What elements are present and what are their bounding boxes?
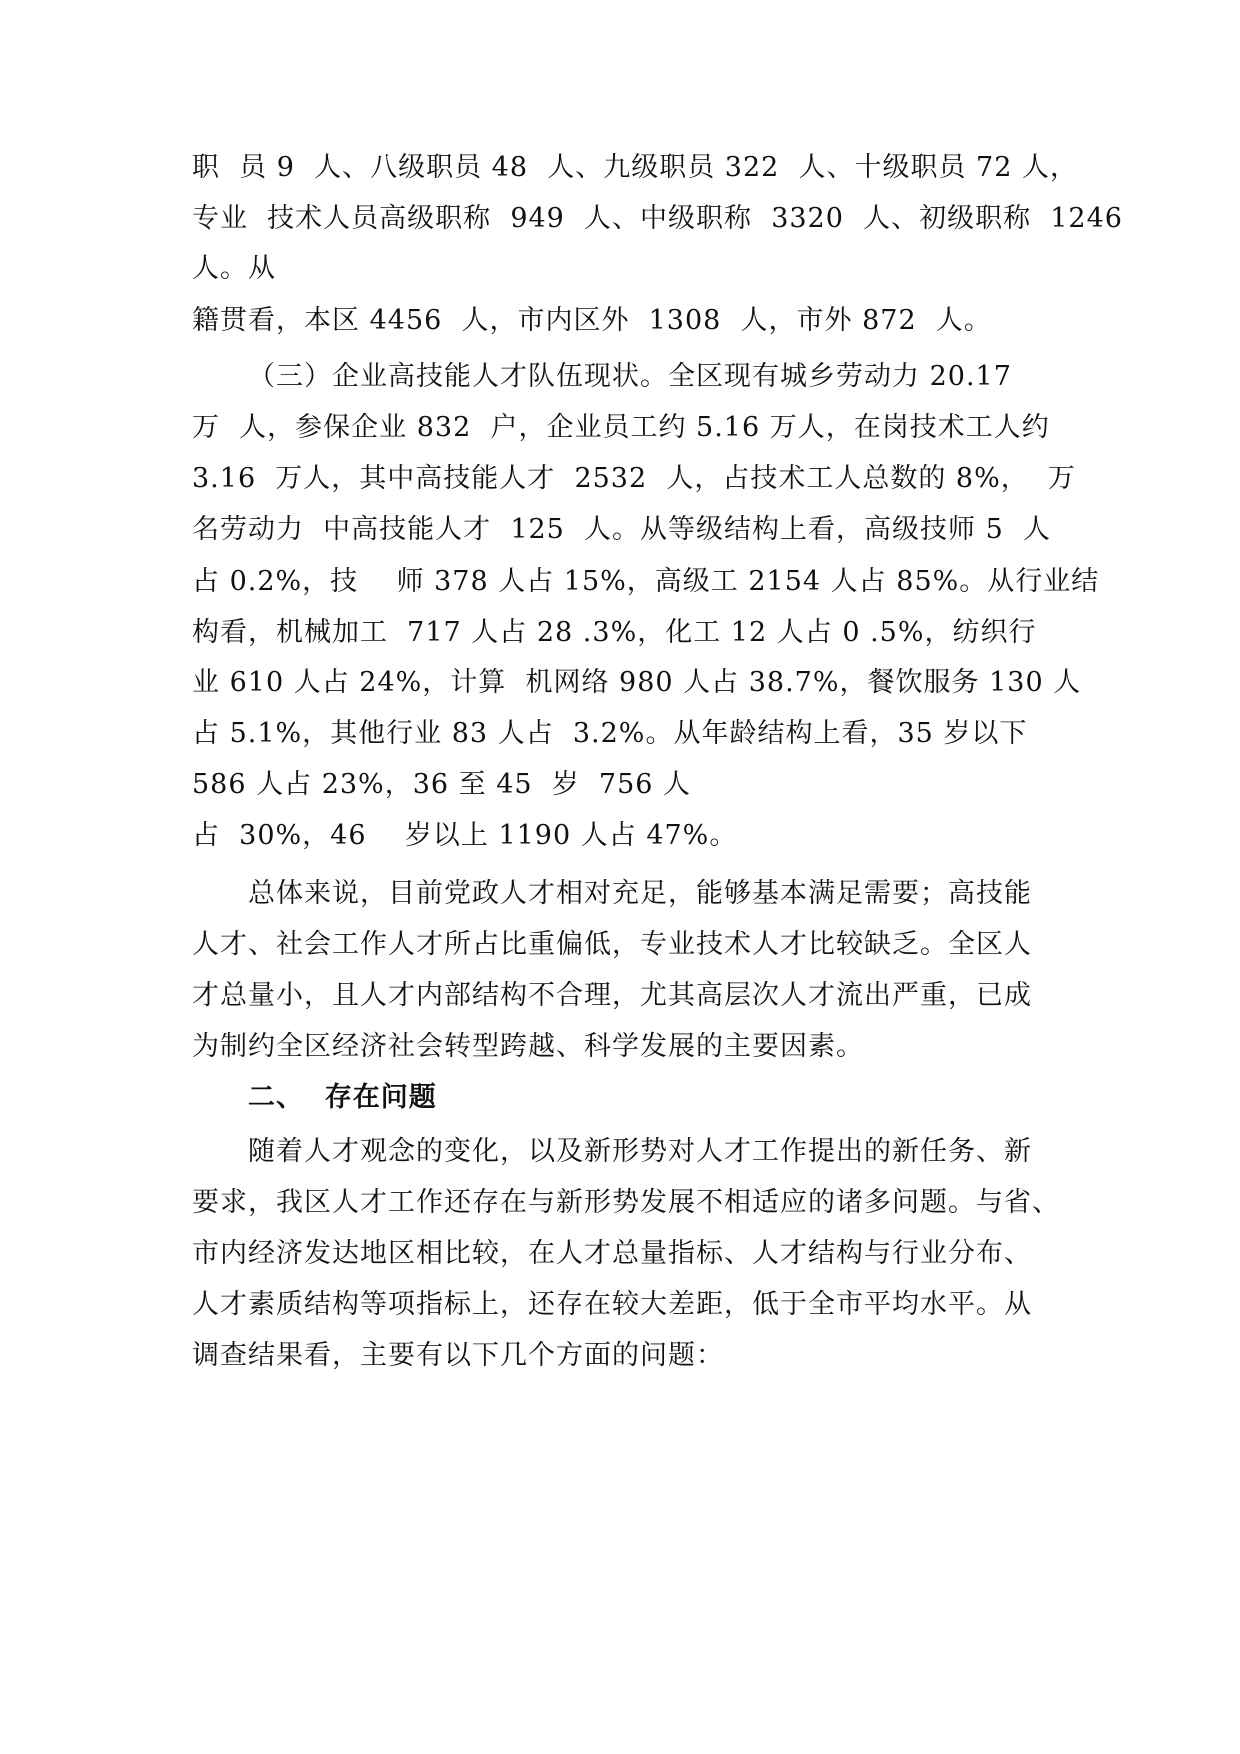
text-line: 人才素质结构等项指标上，还存在较大差距，低于全市平均水平。从 <box>192 1289 1032 1320</box>
text-line: 职 员 9 人、八级职员 48 人、九级职员 322 人、十级职员 72 人， <box>192 152 1078 183</box>
text-line: 占 30%，46 岁以上 1190 人占 47%。 <box>192 820 738 851</box>
section-heading: 二、 存在问题 <box>248 1082 437 1113</box>
text-line: 市内经济发达地区相比较，在人才总量指标、人才结构与行业分布、 <box>192 1238 1032 1269</box>
text-line: 人。从 <box>192 253 276 284</box>
text-line: 名劳动力 中高技能人才 125 人。从等级结构上看，高级技师 5 人 <box>192 514 1051 545</box>
text-line: 3.16 万人，其中高技能人才 2532 人，占技术工人总数的 8%， 万 <box>192 463 1076 494</box>
text-line: 构看，机械加工 717 人占 28 .3%，化工 12 人占 0 .5%，纺织行 <box>192 617 1037 648</box>
text-line: 调查结果看，主要有以下几个方面的问题： <box>192 1340 724 1371</box>
paragraph-start-line: 总体来说，目前党政人才相对充足，能够基本满足需要；高技能 <box>248 878 1032 909</box>
text-line: 586 人占 23%，36 至 45 岁 756 人 <box>192 769 692 800</box>
text-line: 占 5.1%，其他行业 83 人占 3.2%。从年龄结构上看，35 岁以下 <box>192 718 1028 749</box>
text-line: 要求，我区人才工作还存在与新形势发展不相适应的诸多问题。与省、 <box>192 1187 1060 1218</box>
text-line: 才总量小，且人才内部结构不合理，尤其高层次人才流出严重，已成 <box>192 980 1032 1011</box>
paragraph-start-line: （三）企业高技能人才队伍现状。全区现有城乡劳动力 20.17 <box>248 361 1012 392</box>
text-line: 万 人，参保企业 832 户，企业员工约 5.16 万人，在岗技术工人约 <box>192 412 1050 443</box>
paragraph-start-line: 随着人才观念的变化，以及新形势对人才工作提出的新任务、新 <box>248 1136 1032 1167</box>
text-line: 占 0.2%，技 师 378 人占 15%，高级工 2154 人占 85%。从行业结 <box>192 566 1100 597</box>
text-line: 为制约全区经济社会转型跨越、科学发展的主要因素。 <box>192 1031 864 1062</box>
text-line: 籍贯看，本区 4456 人，市内区外 1308 人，市外 872 人。 <box>192 305 992 336</box>
text-line: 业 610 人占 24%，计算 机网络 980 人占 38.7%，餐饮服务 130 人 <box>192 667 1082 698</box>
text-line: 专业 技术人员高级职称 949 人、中级职称 3320 人、初级职称 1246 <box>192 203 1123 234</box>
text-line: 人才、社会工作人才所占比重偏低，专业技术人才比较缺乏。全区人 <box>192 929 1032 960</box>
